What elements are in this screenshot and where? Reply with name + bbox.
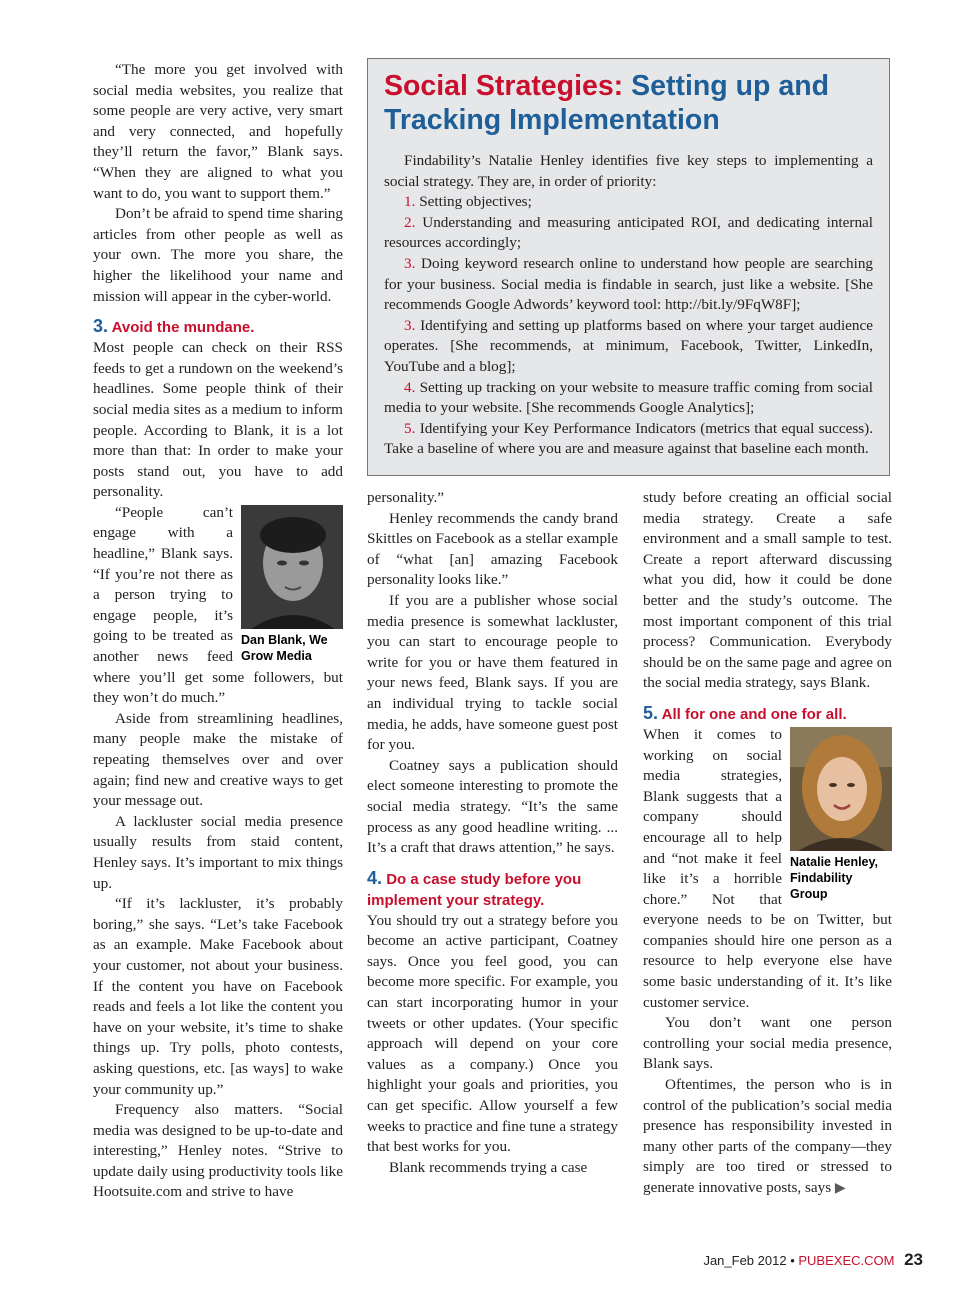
step-number: 2.: [404, 213, 416, 231]
section-heading-5: [643, 703, 892, 725]
paragraph: study before creating an official social media strategy. Create a safe environment and a small sample to test. Create a report afterward discussing what you did, how it could be done better and the study’s outcome. The most important component of this trial process? Communication. Everybody should be on the same page and agree on the social media strategy, says Blank.: [643, 489, 892, 692]
section-number: 5.: [643, 702, 659, 723]
paragraph: A lackluster social media presence usually results from staid content, Henley says. It’s important to mix things up.: [93, 812, 343, 892]
step-number: 4.: [404, 378, 416, 396]
sidebar-box: [367, 58, 890, 476]
sidebar-title: [384, 69, 873, 137]
section-heading-4: [367, 868, 618, 911]
article-column-1: [93, 60, 343, 1203]
section-heading-3: [93, 316, 343, 338]
section-title: All for one and one for all.: [661, 705, 847, 723]
photo-caption: Natalie Henley, Findability Group: [790, 854, 879, 901]
sidebar-step: [384, 213, 873, 254]
paragraph: Blank recommends trying a case: [389, 1158, 588, 1176]
paragraph: Most people can check on their RSS feeds to get a rundown on the weekend’s headlines. Some people think of their social media sites as a medium to inform people. According to Blank, it is a lot more than that: In order to make your posts stand out, you have to add personality.: [93, 339, 343, 501]
step-text: Identifying and setting up platforms based on where your target audience operates. [She recommends, at minimum, Facebook, Twitter, LinkedIn, YouTube and a blog];: [384, 316, 873, 375]
step-text: Doing keyword research online to understand how people are searching for your business. Social media is findable in search, just like a website. [She recommends Google Adwords’ keyword tool: http://bit.ly/9FqW8F];: [384, 254, 874, 314]
article-column-2: [367, 488, 618, 1178]
sidebar-step: [384, 419, 873, 460]
author-photo-figure: [790, 727, 892, 902]
paragraph: If you are a publisher whose social media presence is somewhat lackluster, you can start to encourage people to write for you or have them featured in your news feed, Blank says. If you are an individual trying to tackle social media, he adds, have someone guest post for you.: [367, 591, 618, 754]
sidebar-step: [384, 378, 873, 419]
page-number: 23: [904, 1250, 923, 1269]
step-text: Understanding and measuring anticipated ROI, and dedicating internal resources accordingly;: [384, 213, 873, 252]
step-text: Identifying your Key Performance Indicators (metrics that equal success). Take a baseline of where you are and measure against that baseline each month.: [384, 419, 874, 458]
dan-blank-photo: [241, 505, 343, 629]
paragraph: You don’t want one person controlling your social media presence, Blank says.: [643, 1014, 892, 1073]
natalie-henley-photo: [790, 727, 892, 851]
paragraph: Coatney says a publication should elect someone interesting to promote the social media strategy. “It’s the same process as any good headline writing. ... It’s a craft that draws attention,” he says.: [367, 756, 618, 857]
paragraph: When it comes to working on social media strategies, Blank suggests that a company should encourage all to help and “not make it feel like it’s a horrible chore.” Not that everyone needs to be on Twitter, but companies should hire one person as a resource to help everyone else have some basic understanding of it. It’s like customer service.: [643, 725, 892, 1011]
step-number: 1.: [404, 193, 416, 211]
sidebar-title-blue: Setting up and Tracking Implementation: [384, 70, 830, 136]
step-number: 3.: [404, 316, 416, 334]
sidebar-title-red: Social Strategies:: [384, 70, 624, 102]
paragraph: Henley recommends the candy brand Skittles on Facebook as a stellar example of “what [an] amazing Facebook personality looks like.”: [367, 509, 618, 589]
step-number: 3.: [404, 254, 416, 272]
sidebar-intro: Findability’s Natalie Henley identifies five key steps to implementing a social strategy. They are, in order of priority:: [384, 152, 873, 190]
section-number: 3.: [93, 316, 109, 337]
photo-caption: Dan Blank, We Grow Media: [241, 632, 328, 663]
paragraph-text: Oftentimes, the person who is in control of the publication’s social media presence has responsibility invested in many other parts of the company—they simply are too tired or stressed to generate innovative posts, says: [643, 1076, 892, 1196]
section-title: Avoid the mundane.: [111, 319, 255, 337]
paragraph: “People can’t engage with a headline,” Blank says. “If you’re not there as a person trying to engage people, it’s going to be treated as another news feed where you’ll get some followers, but they won’t do much.”: [93, 503, 343, 707]
issue-date: Jan_Feb 2012: [703, 1253, 787, 1268]
sidebar-step: [384, 254, 873, 316]
author-photo-figure: [241, 505, 343, 664]
section-title: Do a case study before you implement your strategy.: [367, 870, 582, 909]
footer-bullet: •: [790, 1253, 795, 1268]
step-text: Setting up tracking on your website to measure traffic coming from social media to your website. [She recommends Google Analytics];: [384, 378, 874, 417]
site-url: PUBEXEC.COM: [798, 1253, 895, 1268]
sidebar-step: [384, 316, 873, 378]
paragraph: You should try out a strategy before you become an active participant, Coatney says. Once you feel good, you can become more specific. For example, you can start incorporating humor in your tweets or other updates. (Your specific approach will depend on your core values as a company.) Once you highlight your goals and priorities, you can get specific. Allow yourself a few weeks to practice and fine tune a strategy that best works for you.: [367, 911, 618, 1156]
paragraph: personality.”: [367, 489, 445, 506]
paragraph: Frequency also matters. “Social media was designed to be up-to-date and interesting,” Henley notes. “Strive to update daily using productivity tools like Hootsuite.com and strive to have: [93, 1101, 343, 1201]
paragraph: Don’t be afraid to spend time sharing articles from other people as well as your own. The more you share, the higher the likelihood your name and mission will appear in the cyber-world.: [93, 205, 343, 305]
step-text: Setting objectives;: [419, 193, 532, 211]
paragraph: [643, 1075, 892, 1200]
paragraph: Aside from streamlining headlines, many people make the mistake of repeating themselves over and over again; find new and creative ways to get your message out.: [93, 709, 343, 810]
paragraph: “The more you get involved with social media websites, you realize that some people are very active, very smart and very connected, and hopefully they’ll return the favor,” Blank says. “When they are aligned to what you want to do, you want to support them.”: [93, 61, 343, 202]
sidebar-step: [384, 192, 873, 213]
continue-arrow-icon: ▶: [834, 1181, 846, 1196]
page-footer: [703, 1250, 923, 1270]
step-number: 5.: [404, 419, 416, 437]
paragraph: “If it’s lackluster, it’s probably boring,” she says. “Let’s take Facebook as an example. Make Facebook about your customer, not about your business. If the content you have on Facebook reads and feels a lot like the content you have on your website, it’s time to shake things up. Try polls, photo contests, asking questions, etc. [as ways] to wake your community up.”: [93, 895, 343, 1098]
article-column-3: [643, 488, 892, 1200]
section-number: 4.: [367, 867, 383, 888]
